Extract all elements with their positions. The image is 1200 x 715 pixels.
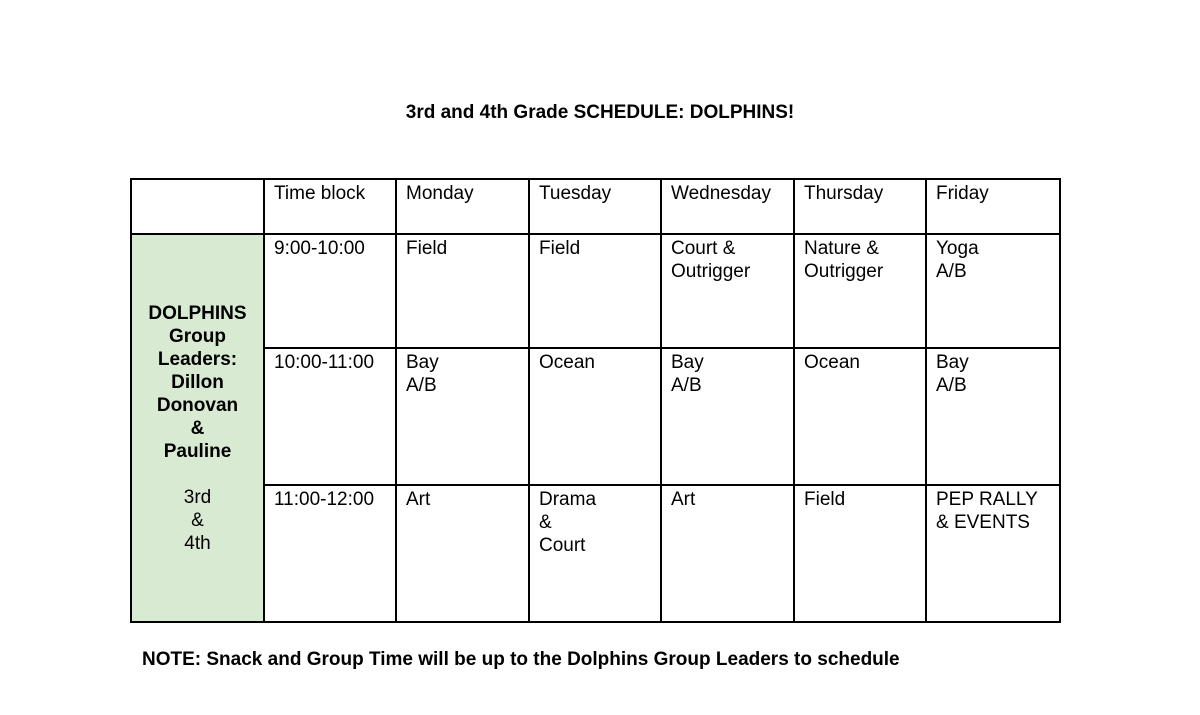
header-row [131, 179, 1060, 234]
activity-text: Nature & Outrigger [804, 238, 884, 282]
activity-cell [926, 234, 1060, 348]
activity-text: Bay A/B [406, 352, 439, 396]
table-row [131, 348, 1060, 485]
header-corner-cell [131, 179, 264, 234]
activity-text: Court & Outrigger [671, 238, 751, 282]
activity-text: PEP RALLY & EVENTS [936, 489, 1038, 533]
header-time-block: Time block [264, 179, 396, 234]
activity-text: Yoga A/B [936, 238, 979, 282]
table-row [131, 485, 1060, 622]
schedule-table [130, 178, 1061, 623]
header-monday: Monday [396, 179, 529, 234]
header-wednesday: Wednesday [661, 179, 794, 234]
activity-cell [396, 234, 529, 348]
activity-cell [396, 348, 529, 485]
activity-text: Ocean [804, 352, 860, 373]
activity-text: Field [804, 489, 846, 510]
activity-cell [926, 348, 1060, 485]
activity-text: Field [406, 238, 448, 259]
activity-cell [396, 485, 529, 622]
table-row [131, 234, 1060, 348]
activity-cell [529, 234, 661, 348]
header-thursday: Thursday [794, 179, 926, 234]
group-leaders-text: DOLPHINS Group Leaders: Dillon Donovan & Pauline [148, 302, 247, 462]
activity-cell [926, 485, 1060, 622]
activity-cell [661, 485, 794, 622]
page-title: 3rd and 4th Grade SCHEDULE: DOLPHINS! [405, 102, 795, 123]
activity-text: Ocean [539, 352, 595, 373]
activity-text: Bay A/B [936, 352, 969, 396]
activity-cell [661, 348, 794, 485]
activity-cell [529, 348, 661, 485]
activity-cell [794, 234, 926, 348]
activity-text: Bay A/B [671, 352, 704, 396]
time-cell: 10:00-11:00 [264, 348, 396, 485]
activity-text: Drama & Court [539, 489, 597, 556]
activity-text: Field [539, 238, 581, 259]
activity-cell [661, 234, 794, 348]
activity-cell [794, 348, 926, 485]
activity-cell [529, 485, 661, 622]
grades-text: 3rd & 4th [183, 486, 212, 554]
header-friday: Friday [926, 179, 1060, 234]
group-leaders-cell [131, 234, 264, 622]
time-cell: 11:00-12:00 [264, 485, 396, 622]
schedule-note: NOTE: Snack and Group Time will be up to the Dolphins Group Leaders to schedule [142, 649, 900, 670]
time-cell: 9:00-10:00 [264, 234, 396, 348]
activity-text: Art [406, 489, 431, 510]
activity-text: Art [671, 489, 696, 510]
activity-cell [794, 485, 926, 622]
header-tuesday: Tuesday [529, 179, 661, 234]
